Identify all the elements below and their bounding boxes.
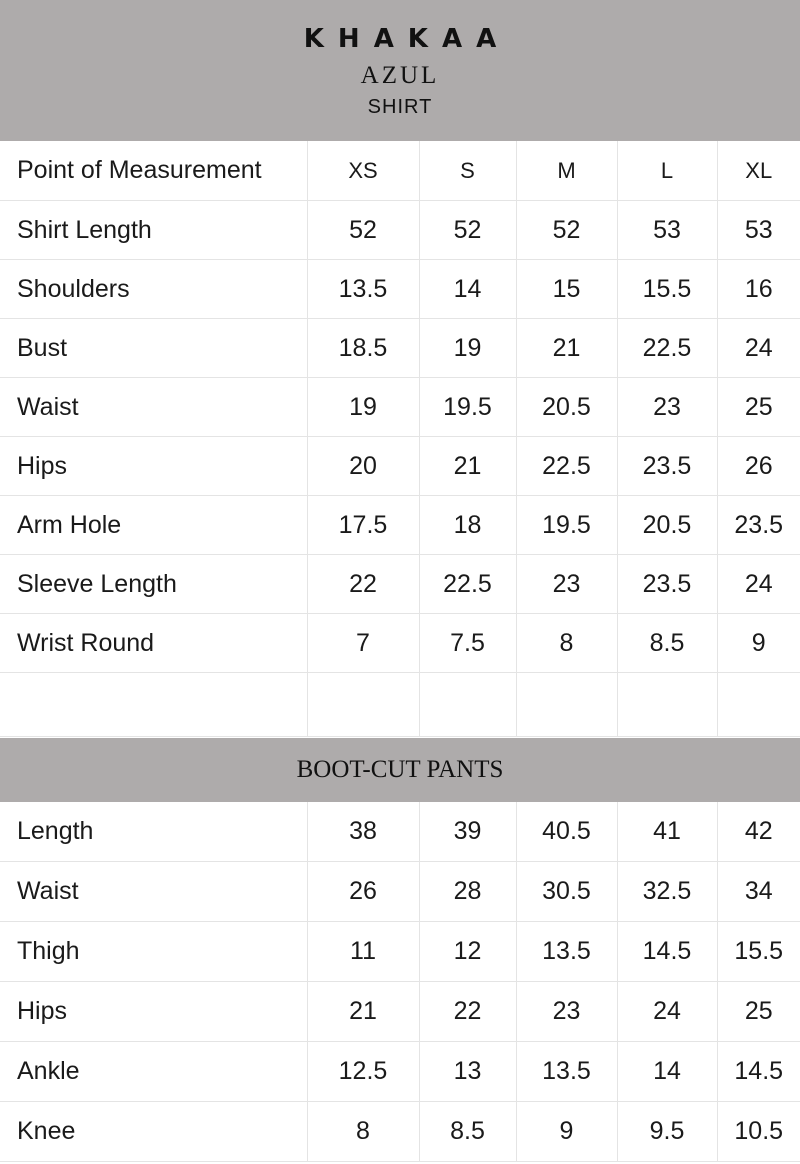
row-label: Waist [0,862,307,922]
pants-size-table [0,802,800,1162]
table-cell: 13.5 [516,1042,617,1102]
table-cell: 18 [419,496,516,555]
table-cell: 21 [307,982,419,1042]
table-cell: 7.5 [419,614,516,673]
table-cell: 8.5 [617,614,717,673]
table-cell: 22.5 [516,437,617,496]
table-cell: 26 [717,437,800,496]
table-cell: 17.5 [307,496,419,555]
table-cell: 40.5 [516,802,617,862]
table-cell: 15.5 [717,922,800,982]
table-cell: 21 [516,319,617,378]
table-row [0,437,800,496]
row-label: Knee [0,1102,307,1162]
table-header-row [0,141,800,201]
row-label: Thigh [0,922,307,982]
row-label: Sleeve Length [0,555,307,614]
size-header-xs: XS [307,141,419,201]
table-cell: 16 [717,260,800,319]
table-cell: 13.5 [307,260,419,319]
table-cell: 18.5 [307,319,419,378]
table-cell: 19.5 [516,496,617,555]
table-cell: 23 [516,555,617,614]
table-cell: 9.5 [617,1102,717,1162]
table-cell: 22 [307,555,419,614]
table-cell: 32.5 [617,862,717,922]
row-label: Hips [0,437,307,496]
table-cell: 19 [307,378,419,437]
table-cell: 28 [419,862,516,922]
table-cell: 12.5 [307,1042,419,1102]
table-cell: 52 [307,201,419,260]
table-cell: 20 [307,437,419,496]
table-cell: 34 [717,862,800,922]
table-cell: 8 [307,1102,419,1162]
table-cell: 22 [419,982,516,1042]
table-cell: 21 [419,437,516,496]
table-cell: 52 [516,201,617,260]
table-cell: 10.5 [717,1102,800,1162]
empty-row [0,673,800,737]
table-cell: 24 [617,982,717,1042]
table-cell: 30.5 [516,862,617,922]
shirt-size-table [0,141,800,737]
table-cell: 24 [717,319,800,378]
row-label: Shoulders [0,260,307,319]
table-cell: 25 [717,378,800,437]
shirt-section-title: SHIRT [367,96,433,118]
table-cell: 22.5 [617,319,717,378]
size-header-m: M [516,141,617,201]
empty-cell [516,673,617,737]
empty-cell [617,673,717,737]
size-header-l: L [617,141,717,201]
table-cell: 19.5 [419,378,516,437]
row-label: Shirt Length [0,201,307,260]
table-cell: 15 [516,260,617,319]
table-cell: 14 [419,260,516,319]
table-row [0,982,800,1042]
table-cell: 23 [617,378,717,437]
table-cell: 20.5 [617,496,717,555]
table-row [0,1042,800,1102]
table-row [0,922,800,982]
row-label: Wrist Round [0,614,307,673]
table-cell: 24 [717,555,800,614]
table-cell: 23.5 [617,437,717,496]
brand-logo: KHAKAA [303,24,511,54]
table-cell: 9 [516,1102,617,1162]
table-cell: 13.5 [516,922,617,982]
table-cell: 26 [307,862,419,922]
table-cell: 23.5 [717,496,800,555]
pants-band [0,738,800,802]
table-cell: 23.5 [617,555,717,614]
table-cell: 52 [419,201,516,260]
size-header-s: S [419,141,516,201]
size-header-xl: XL [717,141,800,201]
row-label: Hips [0,982,307,1042]
empty-cell [0,673,307,737]
row-label: Waist [0,378,307,437]
table-cell: 53 [717,201,800,260]
table-cell: 13 [419,1042,516,1102]
table-row [0,802,800,862]
table-cell: 14 [617,1042,717,1102]
table-cell: 39 [419,802,516,862]
table-cell: 53 [617,201,717,260]
collection-name: AZUL [360,62,440,89]
empty-cell [419,673,516,737]
empty-cell [717,673,800,737]
table-row [0,319,800,378]
table-cell: 38 [307,802,419,862]
table-cell: 11 [307,922,419,982]
table-row [0,260,800,319]
table-row [0,1102,800,1162]
table-row [0,378,800,437]
row-label: Ankle [0,1042,307,1102]
table-cell: 12 [419,922,516,982]
table-row [0,614,800,673]
table-cell: 14.5 [717,1042,800,1102]
header-label: Point of Measurement [0,141,307,201]
row-label: Bust [0,319,307,378]
table-cell: 7 [307,614,419,673]
table-cell: 9 [717,614,800,673]
table-cell: 22.5 [419,555,516,614]
table-row [0,496,800,555]
table-row [0,862,800,922]
table-row [0,201,800,260]
table-cell: 25 [717,982,800,1042]
table-cell: 14.5 [617,922,717,982]
table-row [0,555,800,614]
row-label: Arm Hole [0,496,307,555]
pants-section-title: BOOT-CUT PANTS [296,756,504,783]
header-band [0,0,800,141]
table-cell: 19 [419,319,516,378]
table-cell: 42 [717,802,800,862]
table-cell: 23 [516,982,617,1042]
table-cell: 8 [516,614,617,673]
row-label: Length [0,802,307,862]
table-cell: 41 [617,802,717,862]
table-cell: 15.5 [617,260,717,319]
empty-cell [307,673,419,737]
table-cell: 20.5 [516,378,617,437]
table-cell: 8.5 [419,1102,516,1162]
